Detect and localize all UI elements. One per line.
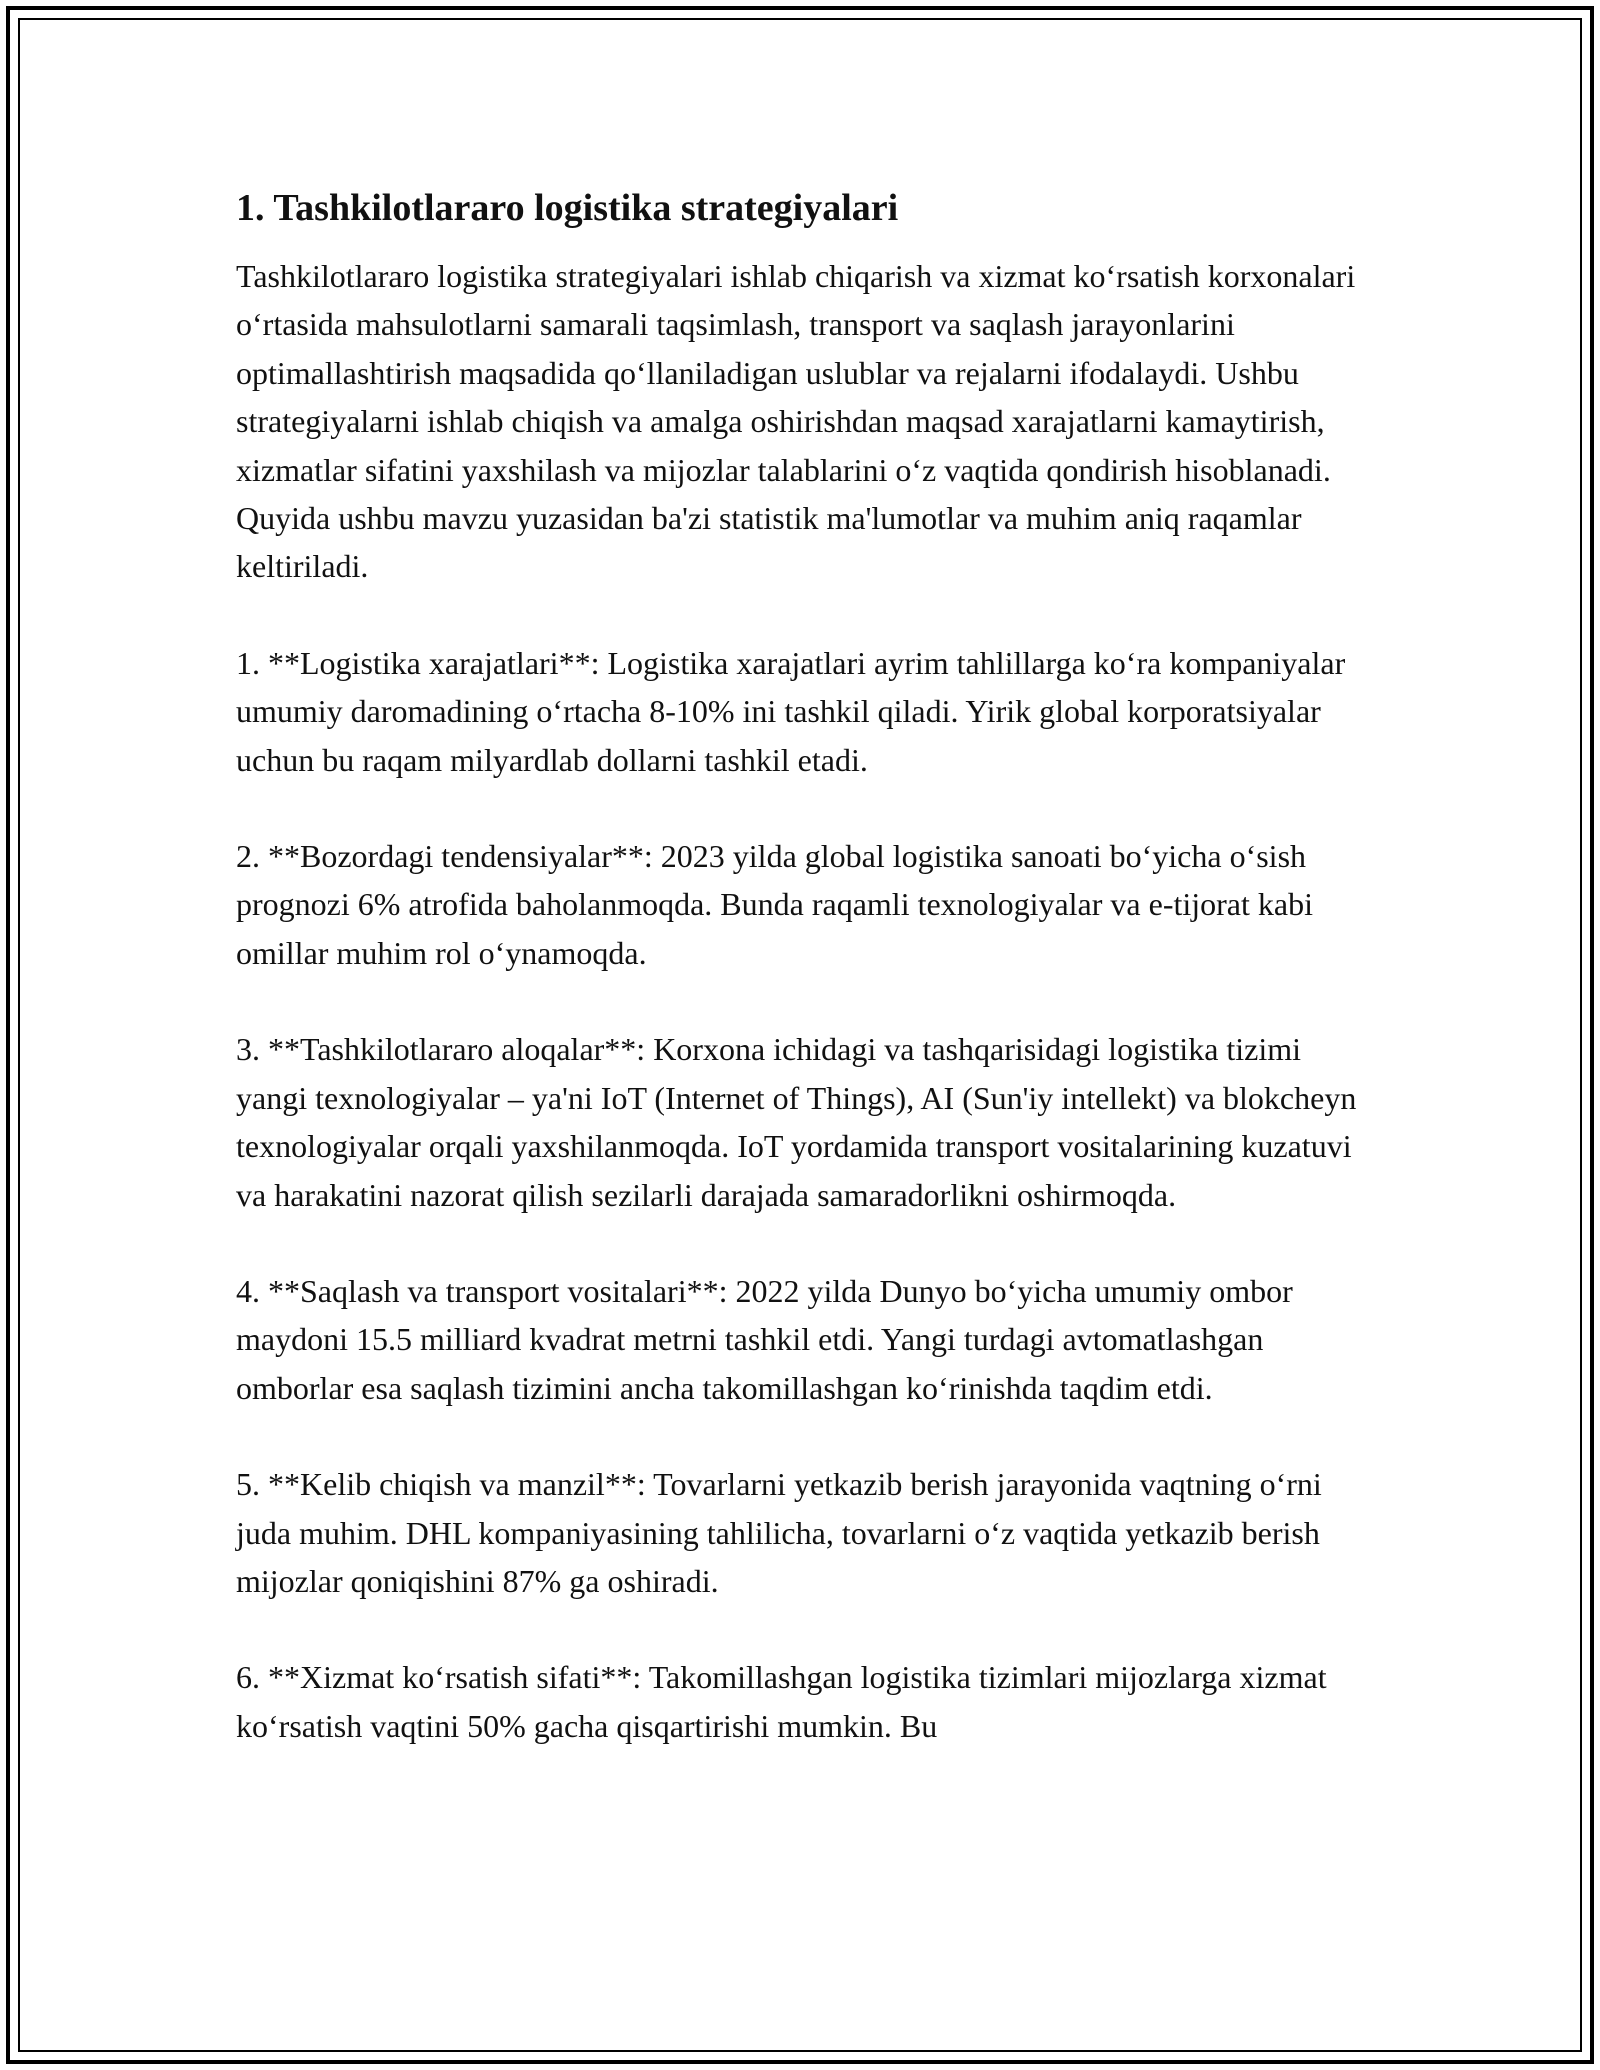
list-item-market-trends: 2. **Bozordagi tendensiyalar**: 2023 yilda global logistika sanoati boʻyicha oʻsish prognozi 6% atrofida baholanmoqda. Bunda raqamli texnologiyalar va e-tijorat kabi omillar muhim rol oʻynamoqda. xyxy=(236,838,1313,971)
list-item-inter-organizational-links: 3. **Tashkilotlararo aloqalar**: Korxona ichidagi va tashqarisidagi logistika tizimi yangi texnologiyalar – ya'ni IoT (Internet of Things), AI (Sun'iy intellekt) va blokcheyn texnologiyalar orqali yaxshilanmoqda. IoT yordamida transport vositalarining kuzatuvi va harakatini nazorat qilish sezilarli darajada samaradorlikni oshirmoqda. xyxy=(236,1031,1357,1213)
document-body xyxy=(236,184,1366,1798)
list-item-storage-transport: 4. **Saqlash va transport vositalari**: 2022 yilda Dunyo boʻyicha umumiy ombor maydoni 15.5 milliard kvadrat metrni tashkil etdi. Yangi turdagi avtomatlashgan omborlar esa saqlash tizimini ancha takomillashgan koʻrinishda taqdim etdi. xyxy=(236,1272,1293,1406)
section-heading: 1. Tashkilotlararo logistika strategiyalari xyxy=(236,187,899,229)
list-item-logistics-costs: 1. **Logistika xarajatlari**: Logistika xarajatlari ayrim tahlillarga koʻra kompaniyalar umumiy daromadining oʻrtacha 8-10% ini tashkil qiladi. Yirik global korporatsiyalar uchun bu raqam milyardlab dollarni tashkil etadi. xyxy=(236,644,1346,778)
list-item-origin-destination: 5. **Kelib chiqish va manzil**: Tovarlarni yetkazib berish jarayonida vaqtning oʻrni juda muhim. DHL kompaniyasining tahlilicha, tovarlarni oʻz vaqtida yetkazib berish mijozlar qoniqishini 87% ga oshiradi. xyxy=(236,1466,1322,1599)
intro-paragraph: Tashkilotlararo logistika strategiyalari ishlab chiqarish va xizmat koʻrsatish korxonalari oʻrtasida mahsulotlarni samarali taqsimlash, transport va saqlash jarayonlarini optimallashtirish maqsadida qoʻllaniladigan uslublar va rejalarni ifodalaydi. Ushbu strategiyalarni ishlab chiqish va amalga oshirishdan maqsad xarajatlarni kamaytirish, xizmatlar sifatini yaxshilash va mijozlar talablarini oʻz vaqtida qondirish hisoblanadi. Quyida ushbu mavzu yuzasidan ba'zi statistik ma'lumotlar va muhim aniq raqamlar keltiriladi. xyxy=(236,258,1356,585)
list-item-service-quality: 6. **Xizmat koʻrsatish sifati**: Takomillashgan logistika tizimlari mijozlarga xizmat koʻrsatish vaqtini 50% gacha qisqartirishi mumkin. Bu xyxy=(236,1659,1327,1744)
